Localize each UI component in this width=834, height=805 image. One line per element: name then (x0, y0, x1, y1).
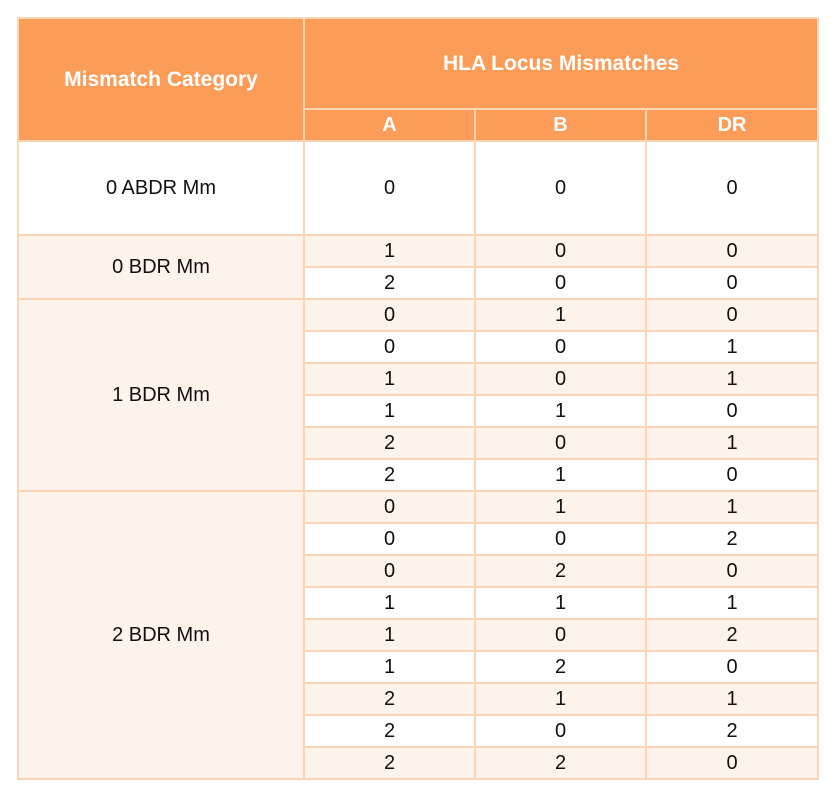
cell-dr: 1 (646, 587, 818, 619)
header-row (18, 18, 818, 109)
cell-b: 0 (475, 619, 646, 651)
cell-b: 1 (475, 683, 646, 715)
cell-b: 0 (475, 715, 646, 747)
cell-dr: 0 (646, 555, 818, 587)
cell-a: 0 (304, 491, 475, 523)
category-cell-0-bdr: 0 BDR Mm (18, 235, 304, 299)
cell-b: 1 (475, 459, 646, 491)
cell-b: 2 (475, 555, 646, 587)
category-cell-0-abdr: 0 ABDR Mm (18, 141, 304, 235)
cell-dr: 0 (646, 141, 818, 235)
cell-b: 0 (475, 523, 646, 555)
cell-b: 0 (475, 427, 646, 459)
cell-dr: 0 (646, 267, 818, 299)
cell-dr: 0 (646, 299, 818, 331)
cell-dr: 0 (646, 235, 818, 267)
cell-b: 0 (475, 141, 646, 235)
locus-dr-header: DR (646, 109, 818, 141)
cell-b: 2 (475, 651, 646, 683)
cell-dr: 0 (646, 459, 818, 491)
cell-b: 0 (475, 235, 646, 267)
hla-locus-mismatches-header: HLA Locus Mismatches (304, 18, 818, 109)
cell-dr: 0 (646, 651, 818, 683)
cell-a: 2 (304, 747, 475, 779)
cell-dr: 1 (646, 427, 818, 459)
cell-a: 1 (304, 651, 475, 683)
cell-dr: 1 (646, 491, 818, 523)
cell-dr: 2 (646, 523, 818, 555)
cell-b: 1 (475, 587, 646, 619)
cell-dr: 0 (646, 747, 818, 779)
cell-a: 0 (304, 523, 475, 555)
cell-a: 2 (304, 459, 475, 491)
cell-dr: 1 (646, 683, 818, 715)
cell-a: 2 (304, 715, 475, 747)
table-row (18, 141, 818, 235)
locus-a-header: A (304, 109, 475, 141)
table-row (18, 491, 818, 523)
cell-b: 1 (475, 299, 646, 331)
cell-b: 1 (475, 395, 646, 427)
table-row (18, 299, 818, 331)
cell-a: 2 (304, 267, 475, 299)
cell-a: 2 (304, 683, 475, 715)
cell-b: 1 (475, 491, 646, 523)
cell-a: 0 (304, 555, 475, 587)
cell-a: 0 (304, 141, 475, 235)
locus-b-header: B (475, 109, 646, 141)
cell-dr: 2 (646, 715, 818, 747)
cell-dr: 0 (646, 395, 818, 427)
cell-dr: 1 (646, 331, 818, 363)
table-row (18, 235, 818, 267)
cell-b: 2 (475, 747, 646, 779)
cell-a: 1 (304, 395, 475, 427)
hla-mismatch-table (17, 17, 819, 780)
category-cell-2-bdr: 2 BDR Mm (18, 491, 304, 779)
cell-b: 0 (475, 363, 646, 395)
mismatch-category-header: Mismatch Category (18, 18, 304, 141)
cell-a: 1 (304, 587, 475, 619)
cell-dr: 1 (646, 363, 818, 395)
cell-b: 0 (475, 267, 646, 299)
cell-b: 0 (475, 331, 646, 363)
cell-a: 1 (304, 235, 475, 267)
cell-a: 1 (304, 363, 475, 395)
category-cell-1-bdr: 1 BDR Mm (18, 299, 304, 491)
cell-a: 0 (304, 299, 475, 331)
cell-dr: 2 (646, 619, 818, 651)
cell-a: 0 (304, 331, 475, 363)
cell-a: 1 (304, 619, 475, 651)
cell-a: 2 (304, 427, 475, 459)
